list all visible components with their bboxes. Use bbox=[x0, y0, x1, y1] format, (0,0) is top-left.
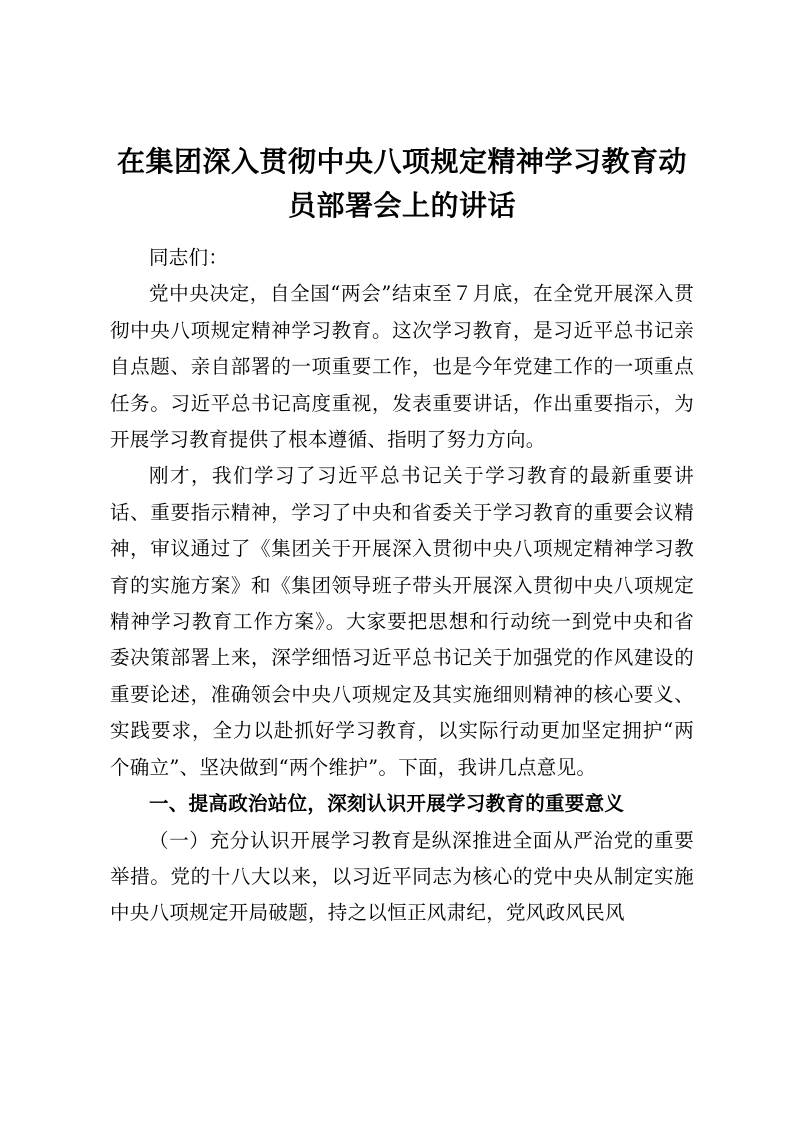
subsection-paragraph bbox=[110, 823, 694, 932]
section-heading: 一、提高政治站位，深刻认识开展学习教育的重要意义 bbox=[149, 792, 625, 816]
subsection-heading: （一）充分认识开展学习教育是纵深推进全面从严治党的重要举措。 bbox=[110, 828, 694, 888]
subsection-text: 党的十八大以来，以习近平同志为核心的党中央从制定实施中央八项规定开局破题，持之以恒正风肃纪，党风政风民风 bbox=[110, 864, 694, 925]
document-title: 在集团深入贯彻中央八项规定精神学习教育动员部署会上的讲话 bbox=[116, 145, 687, 222]
document-page bbox=[110, 140, 694, 932]
salutation: 同志们： bbox=[149, 246, 229, 269]
paragraph-2: 刚才，我们学习了习近平总书记关于学习教育的最新重要讲话、重要指示精神，学习了中央和省委关于学习教育的重要会议精神，审议通过了《集团关于开展深入贯彻中央八项规定精神学习教育的实施方案》和《集团领导班子带头开展深入贯彻中央八项规定精神学习教育工作方案》。大家要把思想和行动统一到党中央和省委决策部署上来，深学细悟习近平总书记关于加强党的作风建设的重要论述，准确领会中央八项规定及其实施细则精神的核心要义、实践要求，全力以赴抓好学习教育，以实际行动更加坚定拥护“两个确立”、坚决做到“两个维护”。下面，我讲几点意见。 bbox=[110, 464, 694, 779]
paragraph-1: 党中央决定，自全国“两会”结束至７月底，在全党开展深入贯彻中央八项规定精神学习教育。这次学习教育，是习近平总书记亲自点题、亲自部署的一项重要工作，也是今年党建工作的一项重点任务。习近平总书记高度重视，发表重要讲话，作出重要指示，为开展学习教育提供了根本遵循、指明了努力方向。 bbox=[110, 282, 694, 452]
